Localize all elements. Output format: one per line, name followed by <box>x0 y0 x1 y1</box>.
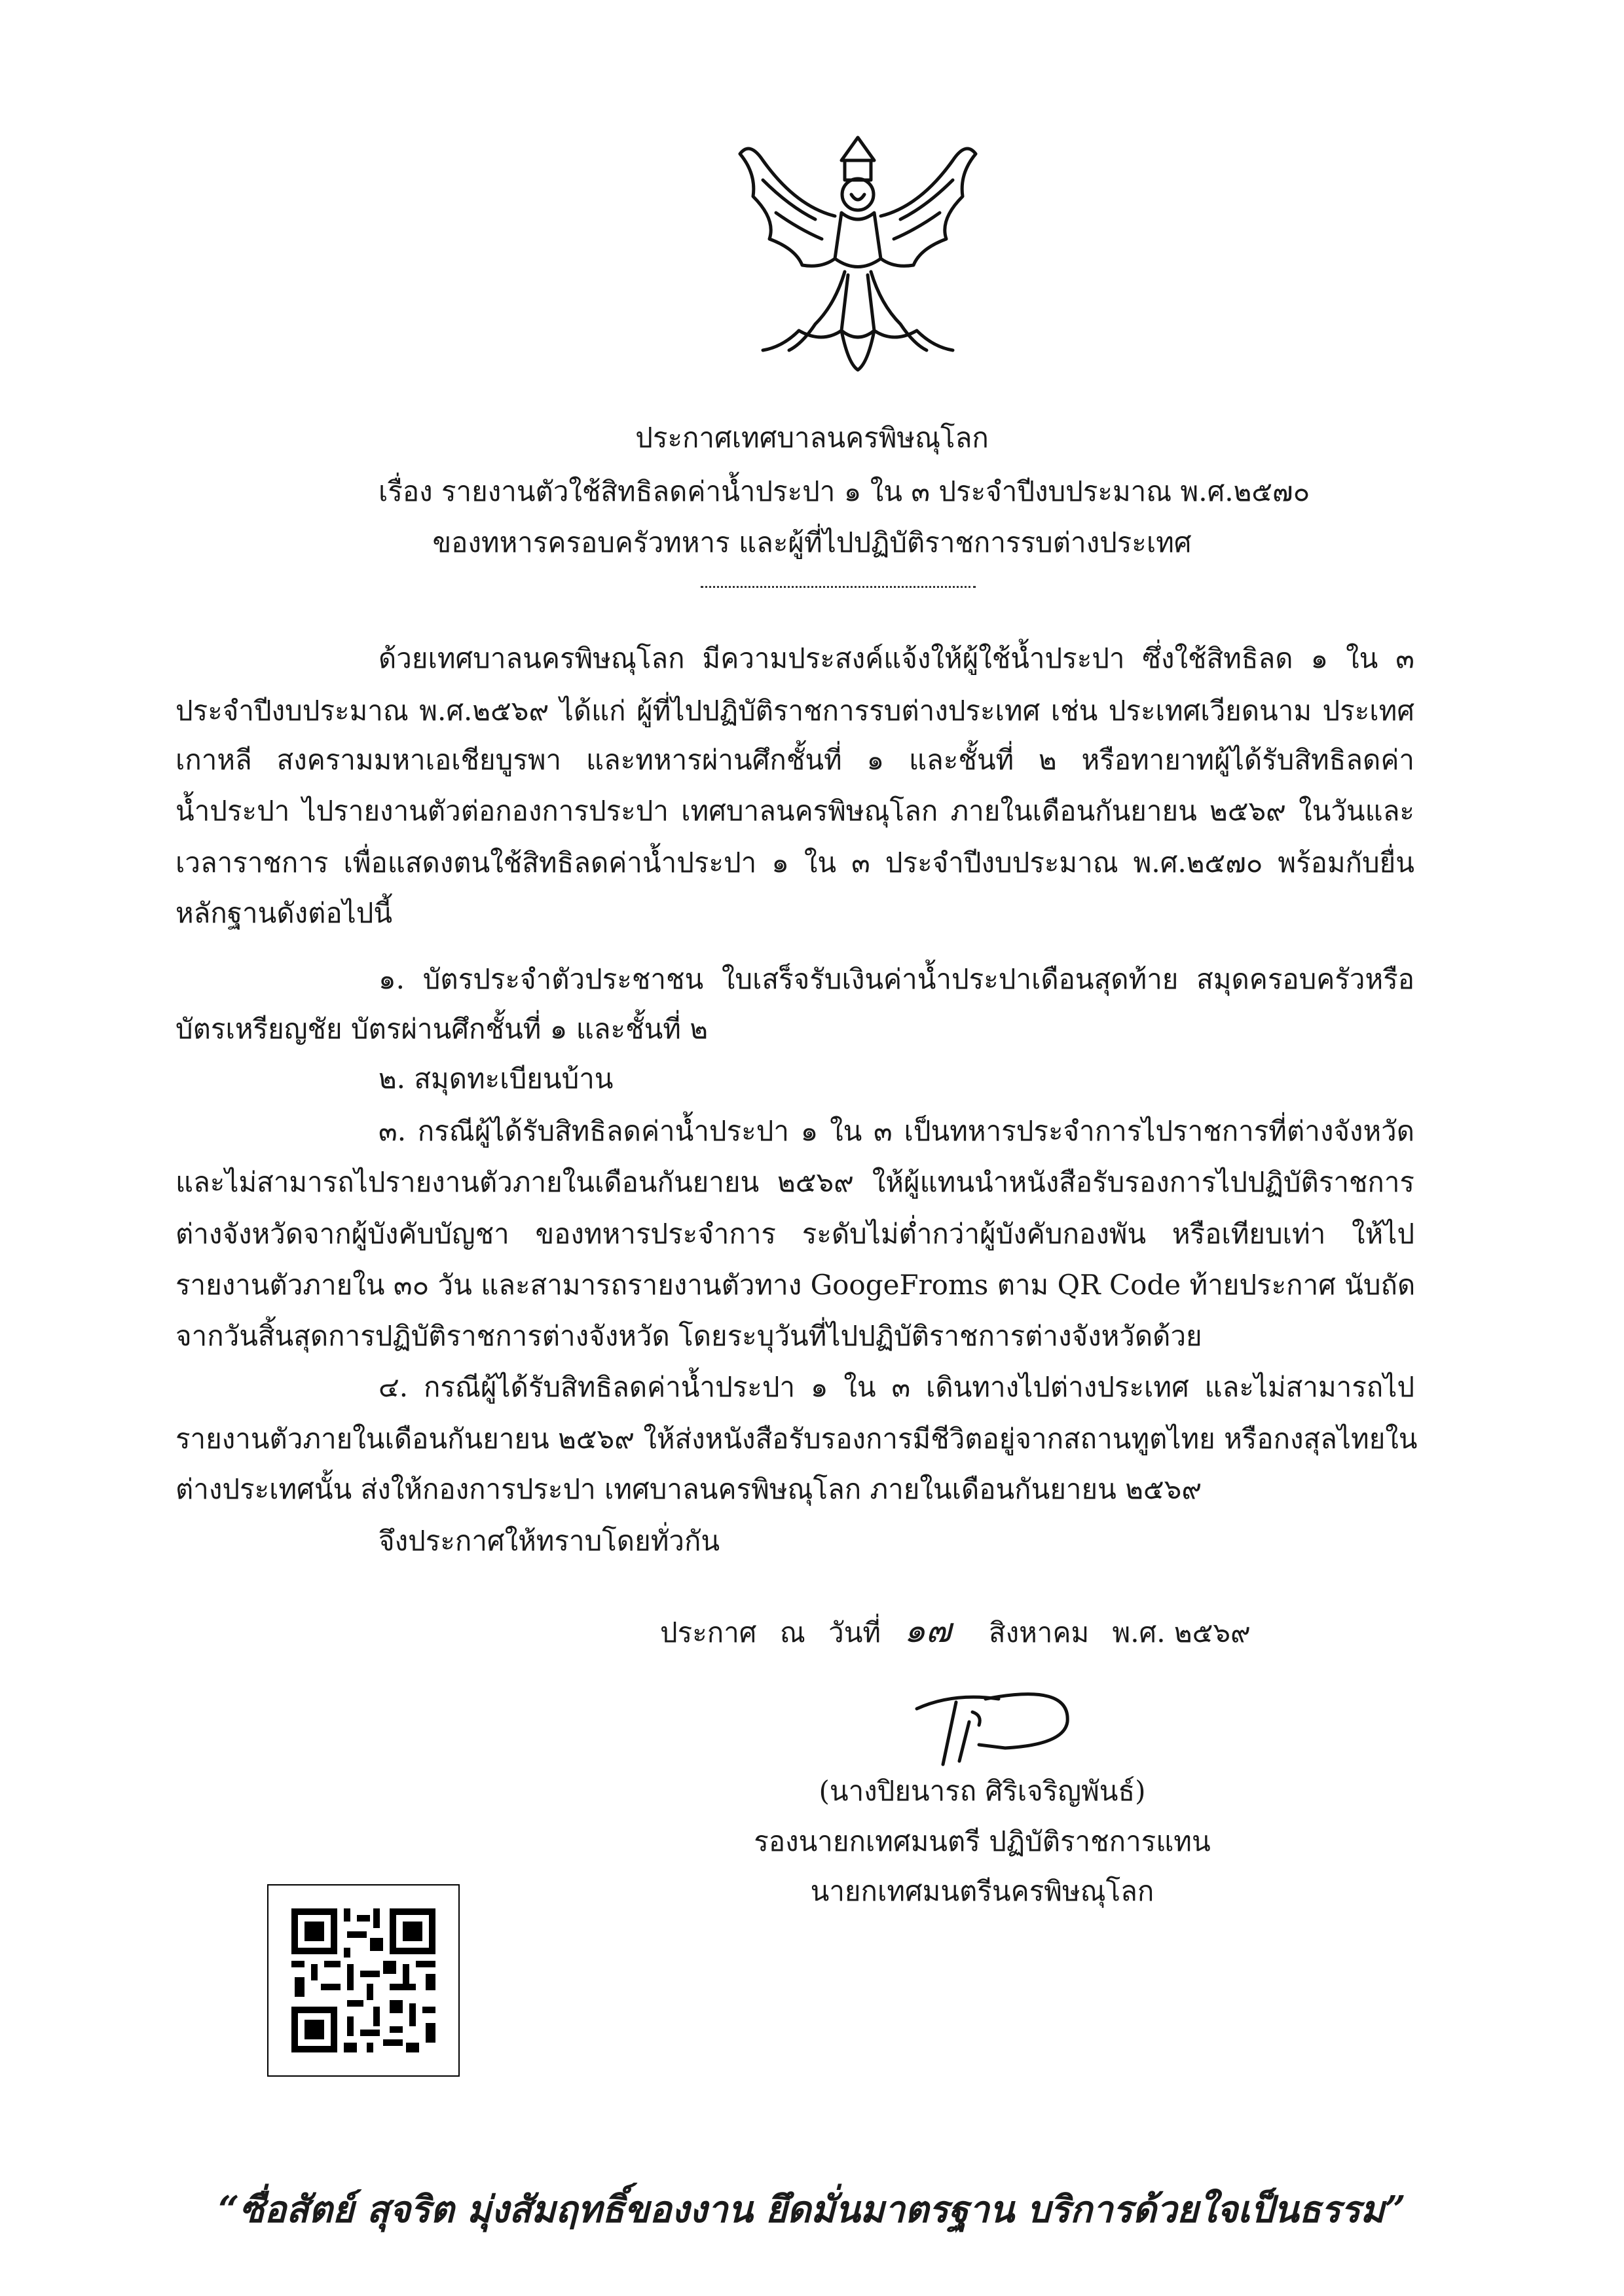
list-item-text: รายงานตัวภายในเดือนกันยายน ๒๕๖๙ ให้ส่งหนังสือรับรองการมีชีวิตอยู่จากสถานทูตไทย หรือกงสุลไทยใน <box>175 1423 1418 1455</box>
announce-na: ณ <box>779 1616 805 1649</box>
dotted-divider <box>701 586 976 588</box>
body-text-line: ด้วยเทศบาลนครพิษณุโลก มีความประสงค์แจ้งให้ผู้ใช้น้ำประปา ซึ่งใช้สิทธิลด ๑ ใน ๓ <box>378 642 1414 674</box>
list-item-text: ต่างจังหวัดจากผู้บังคับบัญชา ของทหารประจำการ ระดับไม่ต่ำกว่าผู้บังคับกองพัน หรือเทียบเท่า ให้ไป <box>175 1218 1414 1250</box>
qr-code[interactable] <box>267 1884 460 2077</box>
announce-day-label: วันที่ <box>828 1616 881 1649</box>
body-text-line: เกาหลี สงครามมหาเอเชียบูรพา และทหารผ่านศึกชั้นที่ ๑ และชั้นที่ ๒ หรือทายาทผู้ได้รับสิทธิลดค่า <box>175 744 1414 776</box>
list-item-text: ๔. กรณีผู้ได้รับสิทธิลดค่าน้ำประปา ๑ ใน ๓ เดินทางไปต่างประเทศ และไม่สามารถไป <box>378 1371 1414 1403</box>
subject-line: เรื่อง รายงานตัวใช้สิทธิลดค่าน้ำประปา ๑ ใน ๓ ประจำปีงบประมาณ พ.ศ.๒๕๗๐ <box>378 475 1310 507</box>
announce-day: ๑๗ <box>904 1611 951 1650</box>
announce-prefix: ประกาศ <box>660 1616 757 1649</box>
list-item-text: จากวันสิ้นสุดการปฏิบัติราชการต่างจังหวัด โดยระบุวันที่ไปปฏิบัติราชการต่างจังหวัดด้วย <box>175 1320 1202 1352</box>
list-item-text: ๓. กรณีผู้ได้รับสิทธิลดค่าน้ำประปา ๑ ใน ๓ เป็นทหารประจำการไปราชการที่ต่างจังหวัด <box>378 1115 1414 1147</box>
motto-slogan: “ซื่อสัตย์ สุจริต มุ่งสัมฤทธิ์ของงาน ยึดมั่นมาตรฐาน บริการด้วยใจเป็นธรรม” <box>218 2188 1406 2231</box>
body-text-line: ประจำปีงบประมาณ พ.ศ.๒๕๖๙ ได้แก่ ผู้ที่ไปปฏิบัติราชการรบต่างประเทศ เช่น ประเทศเวียดนาม ประเทศ <box>175 695 1414 727</box>
body-text-line: น้ำประปา ไปรายงานตัวต่อกองการประปา เทศบาลนครพิษณุโลก ภายในเดือนกันยายน ๒๕๖๙ ในวันและ <box>175 795 1414 827</box>
closing-text: จึงประกาศให้ทราบโดยทั่วกัน <box>378 1525 720 1557</box>
signatory-name: (นางปิยนารถ ศิริเจริญพันธ์) <box>819 1775 1146 1807</box>
announcement-date <box>660 1603 1251 1657</box>
signatory-position-continued: นายกเทศมนตรีนครพิษณุโลก <box>810 1875 1154 1907</box>
list-item-text: บัตรเหรียญชัย บัตรผ่านศึกชั้นที่ ๑ และชั้นที่ ๒ <box>175 1013 709 1045</box>
list-item-text: ต่างประเทศนั้น ส่งให้กองการประปา เทศบาลนครพิษณุโลก ภายในเดือนกันยายน ๒๕๖๙ <box>175 1473 1202 1505</box>
announce-year: พ.ศ. ๒๕๖๙ <box>1112 1616 1251 1649</box>
signatory-position: รองนายกเทศมนตรี ปฏิบัติราชการแทน <box>754 1825 1211 1857</box>
body-text-line: เวลาราชการ เพื่อแสดงตนใช้สิทธิลดค่าน้ำประปา ๑ ใน ๓ ประจำปีงบประมาณ พ.ศ.๒๕๗๐ พร้อมกับยื่น <box>175 847 1414 879</box>
list-item-text: รายงานตัวภายใน ๓๐ วัน และสามารถรายงานตัวทาง GoogeFroms ตาม QR Code ท้ายประกาศ นับถัด <box>175 1269 1416 1301</box>
body-text-line: หลักฐานดังต่อไปนี้ <box>175 897 393 929</box>
list-item-text: และไม่สามารถไปรายงานตัวภายในเดือนกันยายน ๒๕๖๙ ให้ผู้แทนนำหนังสือรับรองการไปปฏิบัติราชการ <box>175 1166 1414 1198</box>
document-title: ประกาศเทศบาลนครพิษณุโลก <box>635 422 989 454</box>
handwritten-signature <box>907 1686 1084 1771</box>
subject-line-continued: ของทหารครอบครัวทหาร และผู้ที่ไปปฏิบัติราชการรบต่างประเทศ <box>432 526 1192 558</box>
list-item-text: ๑. บัตรประจำตัวประชาชน ใบเสร็จรับเงินค่าน้ำประปาเดือนสุดท้าย สมุดครอบครัวหรือ <box>378 963 1414 995</box>
garuda-emblem-icon <box>737 134 979 373</box>
list-item-text: ๒. สมุดทะเบียนบ้าน <box>378 1063 614 1095</box>
announce-month: สิงหาคม <box>988 1616 1090 1649</box>
